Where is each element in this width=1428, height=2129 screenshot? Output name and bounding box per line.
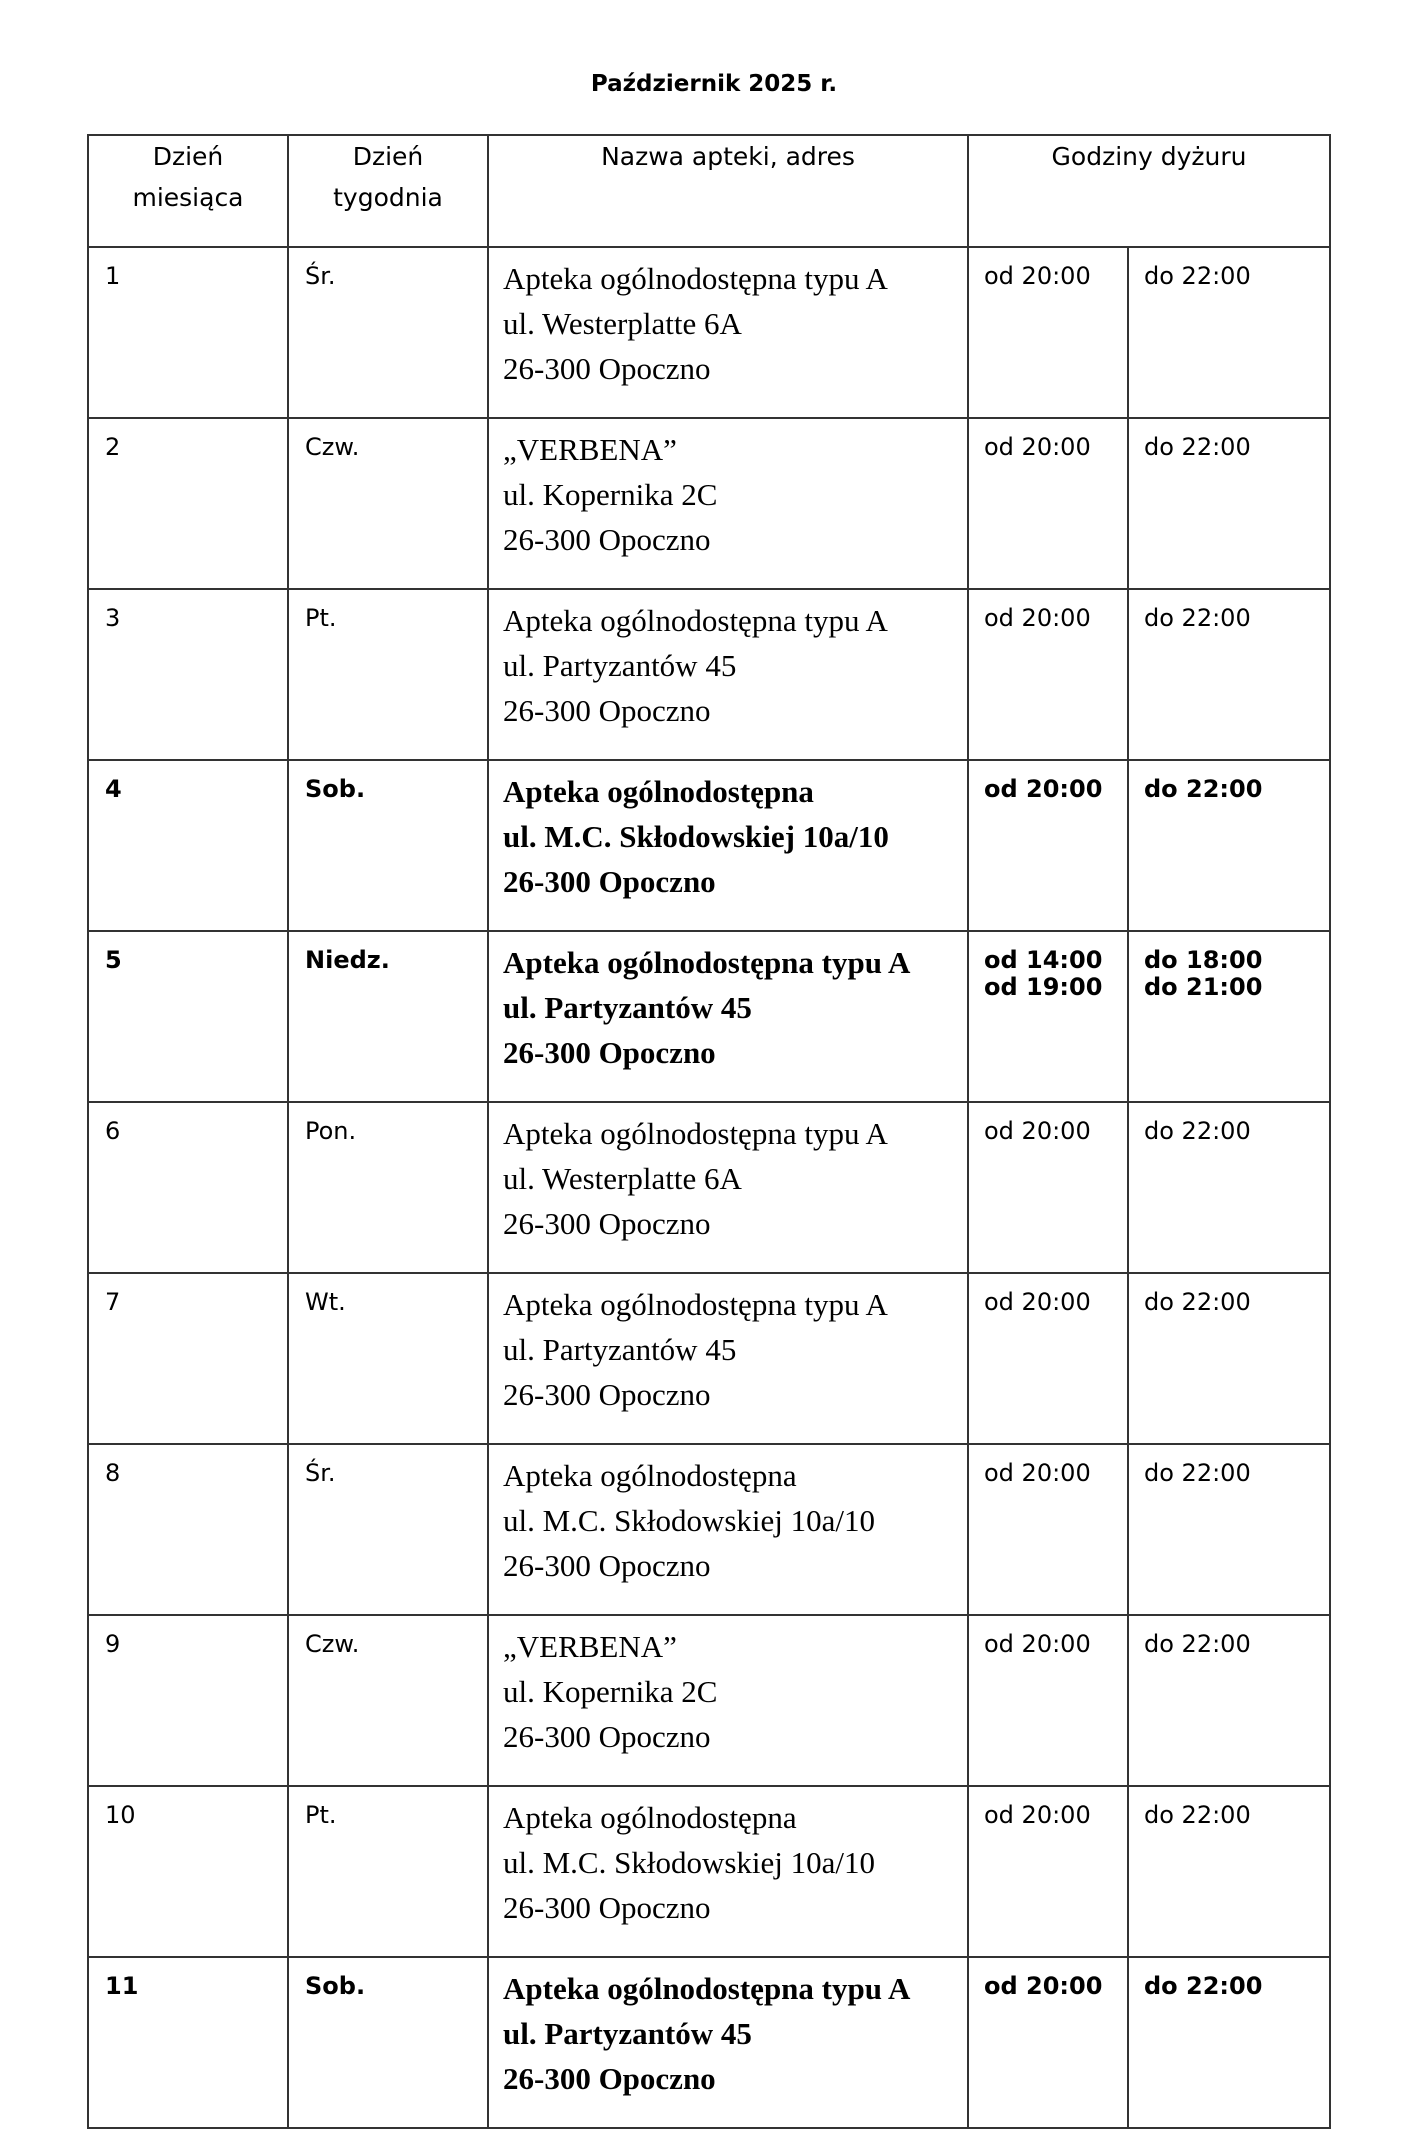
hours-from-value: od 20:00 bbox=[984, 433, 1091, 461]
hours-to-value: do 22:00 bbox=[1144, 1288, 1251, 1316]
pharmacy-street: ul. M.C. Skłodowskiej 10a/10 bbox=[503, 1503, 876, 1538]
pharmacy-cell bbox=[488, 247, 968, 418]
pharmacy-cell bbox=[488, 418, 968, 589]
pharmacy-city: 26-300 Opoczno bbox=[503, 1377, 711, 1412]
pharmacy-name: Apteka ogólnodostępna typu A bbox=[503, 1971, 911, 2006]
hours-from-value: od 20:00 bbox=[984, 604, 1091, 632]
hours-from-value: od 20:00 bbox=[984, 775, 1103, 803]
hours-from-cell bbox=[968, 1786, 1128, 1957]
hours-to-cell bbox=[1128, 1786, 1330, 1957]
pharmacy-city: 26-300 Opoczno bbox=[503, 693, 711, 728]
header-day-of-week-line2: tygodnia bbox=[333, 183, 443, 212]
hours-to-cell bbox=[1128, 760, 1330, 931]
pharmacy-name: Apteka ogólnodostępna typu A bbox=[503, 261, 888, 296]
hours-to-value: do 22:00 bbox=[1144, 775, 1263, 803]
hours-to-value: do 18:00 bbox=[1144, 946, 1263, 974]
pharmacy-city: 26-300 Opoczno bbox=[503, 1890, 711, 1925]
hours-from-cell bbox=[968, 760, 1128, 931]
hours-to-value: do 22:00 bbox=[1144, 604, 1251, 632]
pharmacy-name: Apteka ogólnodostępna bbox=[503, 1458, 797, 1493]
pharmacy-name: Apteka ogólnodostępna typu A bbox=[503, 1287, 888, 1322]
header-pharmacy: Nazwa apteki, adres bbox=[488, 135, 968, 247]
hours-from-cell bbox=[968, 1615, 1128, 1786]
pharmacy-name: Apteka ogólnodostępna typu A bbox=[503, 603, 888, 638]
hours-to-value: do 22:00 bbox=[1144, 1801, 1251, 1829]
hours-from-value: od 20:00 bbox=[984, 262, 1091, 290]
day-of-week-cell: Wt. bbox=[288, 1273, 488, 1444]
pharmacy-cell bbox=[488, 1273, 968, 1444]
hours-from-cell bbox=[968, 418, 1128, 589]
hours-to-cell bbox=[1128, 1615, 1330, 1786]
hours-from-value: od 20:00 bbox=[984, 1117, 1091, 1145]
hours-from-value: od 20:00 bbox=[984, 1972, 1103, 2000]
hours-from-cell bbox=[968, 1102, 1128, 1273]
day-of-week-cell: Pt. bbox=[288, 1786, 488, 1957]
header-day-of-month bbox=[88, 135, 288, 247]
pharmacy-street: ul. M.C. Skłodowskiej 10a/10 bbox=[503, 1845, 876, 1880]
table-row bbox=[88, 589, 1330, 760]
pharmacy-city: 26-300 Opoczno bbox=[503, 864, 716, 899]
hours-from-cell bbox=[968, 589, 1128, 760]
day-of-month-cell: 7 bbox=[88, 1273, 288, 1444]
day-of-week-cell: Niedz. bbox=[288, 931, 488, 1102]
pharmacy-name: „VERBENA” bbox=[503, 1629, 677, 1664]
pharmacy-name: Apteka ogólnodostępna typu A bbox=[503, 945, 911, 980]
hours-to-cell bbox=[1128, 589, 1330, 760]
pharmacy-street: ul. Kopernika 2C bbox=[503, 1674, 718, 1709]
hours-to-value: do 22:00 bbox=[1144, 1117, 1251, 1145]
day-of-month-cell: 9 bbox=[88, 1615, 288, 1786]
hours-to-value: do 22:00 bbox=[1144, 1459, 1251, 1487]
table-row bbox=[88, 1444, 1330, 1615]
day-of-month-cell: 3 bbox=[88, 589, 288, 760]
table-row bbox=[88, 1786, 1330, 1957]
pharmacy-city: 26-300 Opoczno bbox=[503, 2061, 716, 2096]
day-of-week-cell: Śr. bbox=[288, 1444, 488, 1615]
pharmacy-street: ul. Partyzantów 45 bbox=[503, 990, 752, 1025]
header-day-of-month-line1: Dzień bbox=[152, 142, 224, 171]
day-of-month-cell: 6 bbox=[88, 1102, 288, 1273]
day-of-month-cell: 5 bbox=[88, 931, 288, 1102]
hours-to-cell bbox=[1128, 931, 1330, 1102]
hours-to-cell bbox=[1128, 1444, 1330, 1615]
day-of-month-cell: 10 bbox=[88, 1786, 288, 1957]
pharmacy-name: Apteka ogólnodostępna bbox=[503, 1800, 797, 1835]
hours-from-cell bbox=[968, 1444, 1128, 1615]
hours-to-value: do 21:00 bbox=[1144, 973, 1263, 1001]
pharmacy-name: Apteka ogólnodostępna bbox=[503, 774, 814, 809]
pharmacy-city: 26-300 Opoczno bbox=[503, 1548, 711, 1583]
hours-to-cell bbox=[1128, 1273, 1330, 1444]
pharmacy-city: 26-300 Opoczno bbox=[503, 1206, 711, 1241]
page-title: Październik 2025 r. bbox=[590, 71, 838, 97]
day-of-month-cell: 11 bbox=[88, 1957, 288, 2128]
table-body bbox=[88, 247, 1330, 2128]
table-row bbox=[88, 1615, 1330, 1786]
header-day-of-week bbox=[288, 135, 488, 247]
hours-to-value: do 22:00 bbox=[1144, 262, 1251, 290]
hours-from-value: od 20:00 bbox=[984, 1288, 1091, 1316]
day-of-month-cell: 4 bbox=[88, 760, 288, 931]
pharmacy-cell bbox=[488, 1957, 968, 2128]
header-hours: Godziny dyżuru bbox=[968, 135, 1330, 247]
hours-to-value: do 22:00 bbox=[1144, 1630, 1251, 1658]
table-row bbox=[88, 1273, 1330, 1444]
hours-to-cell bbox=[1128, 418, 1330, 589]
hours-from-cell bbox=[968, 931, 1128, 1102]
pharmacy-cell bbox=[488, 1786, 968, 1957]
table-row bbox=[88, 931, 1330, 1102]
pharmacy-name: „VERBENA” bbox=[503, 432, 677, 467]
pharmacy-street: ul. Kopernika 2C bbox=[503, 477, 718, 512]
pharmacy-name: Apteka ogólnodostępna typu A bbox=[503, 1116, 888, 1151]
day-of-month-cell: 2 bbox=[88, 418, 288, 589]
pharmacy-cell bbox=[488, 760, 968, 931]
header-day-of-month-line2: miesiąca bbox=[132, 183, 244, 212]
hours-from-value: od 19:00 bbox=[984, 973, 1103, 1001]
hours-from-value: od 20:00 bbox=[984, 1630, 1091, 1658]
hours-from-cell bbox=[968, 1957, 1128, 2128]
hours-to-value: do 22:00 bbox=[1144, 1972, 1263, 2000]
hours-from-value: od 14:00 bbox=[984, 946, 1103, 974]
pharmacy-street: ul. Partyzantów 45 bbox=[503, 648, 737, 683]
day-of-week-cell: Czw. bbox=[288, 1615, 488, 1786]
duty-schedule-table bbox=[87, 134, 1331, 2129]
pharmacy-cell bbox=[488, 589, 968, 760]
pharmacy-street: ul. Partyzantów 45 bbox=[503, 2016, 752, 2051]
pharmacy-street: ul. Westerplatte 6A bbox=[503, 306, 742, 341]
hours-to-value: do 22:00 bbox=[1144, 433, 1251, 461]
pharmacy-cell bbox=[488, 1102, 968, 1273]
pharmacy-city: 26-300 Opoczno bbox=[503, 351, 711, 386]
day-of-week-cell: Śr. bbox=[288, 247, 488, 418]
hours-to-cell bbox=[1128, 1957, 1330, 2128]
pharmacy-street: ul. M.C. Skłodowskiej 10a/10 bbox=[503, 819, 889, 854]
pharmacy-city: 26-300 Opoczno bbox=[503, 1719, 711, 1754]
hours-from-cell bbox=[968, 247, 1128, 418]
pharmacy-cell bbox=[488, 1444, 968, 1615]
table-row bbox=[88, 1957, 1330, 2128]
table-row bbox=[88, 1102, 1330, 1273]
header-day-of-week-line1: Dzień bbox=[352, 142, 424, 171]
day-of-week-cell: Pt. bbox=[288, 589, 488, 760]
pharmacy-city: 26-300 Opoczno bbox=[503, 522, 711, 557]
pharmacy-street: ul. Partyzantów 45 bbox=[503, 1332, 737, 1367]
table-header-row bbox=[88, 135, 1330, 247]
pharmacy-street: ul. Westerplatte 6A bbox=[503, 1161, 742, 1196]
hours-to-cell bbox=[1128, 247, 1330, 418]
table-row bbox=[88, 760, 1330, 931]
day-of-week-cell: Czw. bbox=[288, 418, 488, 589]
hours-from-cell bbox=[968, 1273, 1128, 1444]
hours-from-value: od 20:00 bbox=[984, 1459, 1091, 1487]
table-row bbox=[88, 247, 1330, 418]
day-of-month-cell: 1 bbox=[88, 247, 288, 418]
hours-to-cell bbox=[1128, 1102, 1330, 1273]
pharmacy-cell bbox=[488, 931, 968, 1102]
day-of-week-cell: Sob. bbox=[288, 1957, 488, 2128]
day-of-month-cell: 8 bbox=[88, 1444, 288, 1615]
day-of-week-cell: Pon. bbox=[288, 1102, 488, 1273]
pharmacy-city: 26-300 Opoczno bbox=[503, 1035, 716, 1070]
hours-from-value: od 20:00 bbox=[984, 1801, 1091, 1829]
pharmacy-cell bbox=[488, 1615, 968, 1786]
table-row bbox=[88, 418, 1330, 589]
day-of-week-cell: Sob. bbox=[288, 760, 488, 931]
